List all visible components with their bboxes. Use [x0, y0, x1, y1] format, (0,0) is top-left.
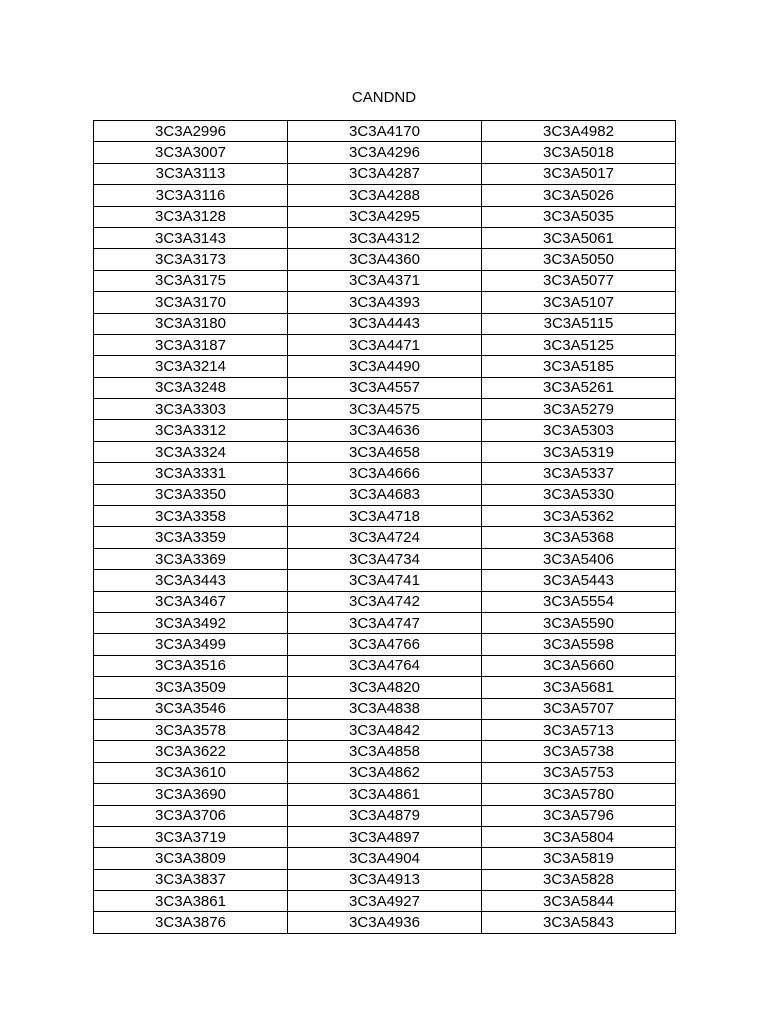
table-row	[94, 142, 676, 163]
table-cell: 3C3A3443	[94, 570, 288, 591]
table-cell: 3C3A5330	[482, 484, 676, 505]
table-cell: 3C3A3248	[94, 377, 288, 398]
table-cell: 3C3A4862	[288, 762, 482, 783]
table-cell: 3C3A3187	[94, 334, 288, 355]
table-row	[94, 762, 676, 783]
table-cell: 3C3A3173	[94, 249, 288, 270]
table-cell: 3C3A5017	[482, 163, 676, 184]
table-cell: 3C3A4393	[288, 292, 482, 313]
table-cell: 3C3A4741	[288, 570, 482, 591]
table-row	[94, 185, 676, 206]
table-cell: 3C3A4296	[288, 142, 482, 163]
table-cell: 3C3A5844	[482, 891, 676, 912]
table-cell: 3C3A4658	[288, 441, 482, 462]
table-cell: 3C3A2996	[94, 121, 288, 142]
table-cell: 3C3A4666	[288, 463, 482, 484]
table-cell: 3C3A3128	[94, 206, 288, 227]
table-row	[94, 891, 676, 912]
table-row	[94, 634, 676, 655]
table-row	[94, 677, 676, 698]
table-cell: 3C3A3170	[94, 292, 288, 313]
table-cell: 3C3A3719	[94, 826, 288, 847]
table-row	[94, 612, 676, 633]
table-row	[94, 420, 676, 441]
table-cell: 3C3A5035	[482, 206, 676, 227]
table-cell: 3C3A5050	[482, 249, 676, 270]
table-cell: 3C3A3516	[94, 655, 288, 676]
table-cell: 3C3A3350	[94, 484, 288, 505]
table-cell: 3C3A4766	[288, 634, 482, 655]
table-row	[94, 377, 676, 398]
table-cell: 3C3A4683	[288, 484, 482, 505]
table-cell: 3C3A3214	[94, 356, 288, 377]
table-row	[94, 869, 676, 890]
table-cell: 3C3A3312	[94, 420, 288, 441]
table-cell: 3C3A3116	[94, 185, 288, 206]
table-cell: 3C3A5061	[482, 227, 676, 248]
table-cell: 3C3A4288	[288, 185, 482, 206]
table-cell: 3C3A3861	[94, 891, 288, 912]
table-cell: 3C3A5303	[482, 420, 676, 441]
table-row	[94, 206, 676, 227]
table-cell: 3C3A4927	[288, 891, 482, 912]
table-cell: 3C3A5738	[482, 741, 676, 762]
table-cell: 3C3A5185	[482, 356, 676, 377]
table-cell: 3C3A5554	[482, 591, 676, 612]
table-cell: 3C3A3499	[94, 634, 288, 655]
table-cell: 3C3A5279	[482, 399, 676, 420]
table-cell: 3C3A4879	[288, 805, 482, 826]
table-cell: 3C3A4861	[288, 784, 482, 805]
table-cell: 3C3A5590	[482, 612, 676, 633]
table-row	[94, 334, 676, 355]
table-cell: 3C3A4842	[288, 719, 482, 740]
table-cell: 3C3A4742	[288, 591, 482, 612]
table-cell: 3C3A4170	[288, 121, 482, 142]
table-row	[94, 912, 676, 933]
table-cell: 3C3A3358	[94, 506, 288, 527]
table-cell: 3C3A5018	[482, 142, 676, 163]
table-cell: 3C3A4295	[288, 206, 482, 227]
table-row	[94, 506, 676, 527]
table-cell: 3C3A5115	[482, 313, 676, 334]
table-cell: 3C3A4718	[288, 506, 482, 527]
table-cell: 3C3A4557	[288, 377, 482, 398]
table-cell: 3C3A3578	[94, 719, 288, 740]
table-cell: 3C3A3007	[94, 142, 288, 163]
table-cell: 3C3A3706	[94, 805, 288, 826]
table-cell: 3C3A5796	[482, 805, 676, 826]
table-row	[94, 227, 676, 248]
page-title: CANDND	[351, 89, 417, 106]
table-cell: 3C3A4371	[288, 270, 482, 291]
table-cell: 3C3A3175	[94, 270, 288, 291]
table-cell: 3C3A3180	[94, 313, 288, 334]
table-cell: 3C3A3509	[94, 677, 288, 698]
table-cell: 3C3A4936	[288, 912, 482, 933]
table-cell: 3C3A4904	[288, 848, 482, 869]
table-row	[94, 527, 676, 548]
table-row	[94, 399, 676, 420]
table-row	[94, 784, 676, 805]
table-cell: 3C3A5368	[482, 527, 676, 548]
table-cell: 3C3A4443	[288, 313, 482, 334]
table-cell: 3C3A4820	[288, 677, 482, 698]
table-row	[94, 441, 676, 462]
table-cell: 3C3A3369	[94, 548, 288, 569]
table-row	[94, 313, 676, 334]
table-cell: 3C3A3113	[94, 163, 288, 184]
table-row	[94, 826, 676, 847]
table-cell: 3C3A4490	[288, 356, 482, 377]
table-cell: 3C3A3492	[94, 612, 288, 633]
table-cell: 3C3A3610	[94, 762, 288, 783]
table-row	[94, 270, 676, 291]
table-cell: 3C3A3876	[94, 912, 288, 933]
table-cell: 3C3A5660	[482, 655, 676, 676]
table-cell: 3C3A4724	[288, 527, 482, 548]
table-cell: 3C3A5406	[482, 548, 676, 569]
table-cell: 3C3A4636	[288, 420, 482, 441]
table-cell: 3C3A3324	[94, 441, 288, 462]
table-cell: 3C3A3809	[94, 848, 288, 869]
table-cell: 3C3A4734	[288, 548, 482, 569]
table-cell: 3C3A3546	[94, 698, 288, 719]
table-cell: 3C3A3837	[94, 869, 288, 890]
table-row	[94, 741, 676, 762]
table-cell: 3C3A3622	[94, 741, 288, 762]
table-row	[94, 591, 676, 612]
table-cell: 3C3A5107	[482, 292, 676, 313]
table-cell: 3C3A5337	[482, 463, 676, 484]
table-cell: 3C3A5077	[482, 270, 676, 291]
table-cell: 3C3A3690	[94, 784, 288, 805]
table-row	[94, 249, 676, 270]
table-cell: 3C3A5125	[482, 334, 676, 355]
table-cell: 3C3A5843	[482, 912, 676, 933]
table-cell: 3C3A4287	[288, 163, 482, 184]
table-cell: 3C3A5598	[482, 634, 676, 655]
table-row	[94, 848, 676, 869]
table-cell: 3C3A3303	[94, 399, 288, 420]
table-row	[94, 805, 676, 826]
table-cell: 3C3A5261	[482, 377, 676, 398]
codes-table	[93, 120, 676, 934]
table-row	[94, 655, 676, 676]
table-cell: 3C3A4575	[288, 399, 482, 420]
table-cell: 3C3A4858	[288, 741, 482, 762]
table-cell: 3C3A3467	[94, 591, 288, 612]
table-cell: 3C3A4360	[288, 249, 482, 270]
table-cell: 3C3A5443	[482, 570, 676, 591]
table-row	[94, 121, 676, 142]
table-row	[94, 719, 676, 740]
table-row	[94, 548, 676, 569]
table-row	[94, 292, 676, 313]
table-cell: 3C3A4747	[288, 612, 482, 633]
table-cell: 3C3A5819	[482, 848, 676, 869]
table-row	[94, 163, 676, 184]
table-cell: 3C3A4982	[482, 121, 676, 142]
table-row	[94, 463, 676, 484]
table-cell: 3C3A5026	[482, 185, 676, 206]
table-row	[94, 484, 676, 505]
codes-table-body	[94, 121, 676, 934]
table-cell: 3C3A3143	[94, 227, 288, 248]
table-cell: 3C3A5804	[482, 826, 676, 847]
table-cell: 3C3A3359	[94, 527, 288, 548]
table-cell: 3C3A3331	[94, 463, 288, 484]
table-row	[94, 356, 676, 377]
table-cell: 3C3A5319	[482, 441, 676, 462]
table-cell: 3C3A4913	[288, 869, 482, 890]
table-cell: 3C3A4471	[288, 334, 482, 355]
table-cell: 3C3A5828	[482, 869, 676, 890]
table-cell: 3C3A5707	[482, 698, 676, 719]
table-cell: 3C3A5780	[482, 784, 676, 805]
table-cell: 3C3A4897	[288, 826, 482, 847]
table-cell: 3C3A5753	[482, 762, 676, 783]
table-cell: 3C3A5362	[482, 506, 676, 527]
table-cell: 3C3A5713	[482, 719, 676, 740]
table-row	[94, 570, 676, 591]
table-cell: 3C3A4312	[288, 227, 482, 248]
table-cell: 3C3A4838	[288, 698, 482, 719]
table-row	[94, 698, 676, 719]
table-cell: 3C3A4764	[288, 655, 482, 676]
table-cell: 3C3A5681	[482, 677, 676, 698]
